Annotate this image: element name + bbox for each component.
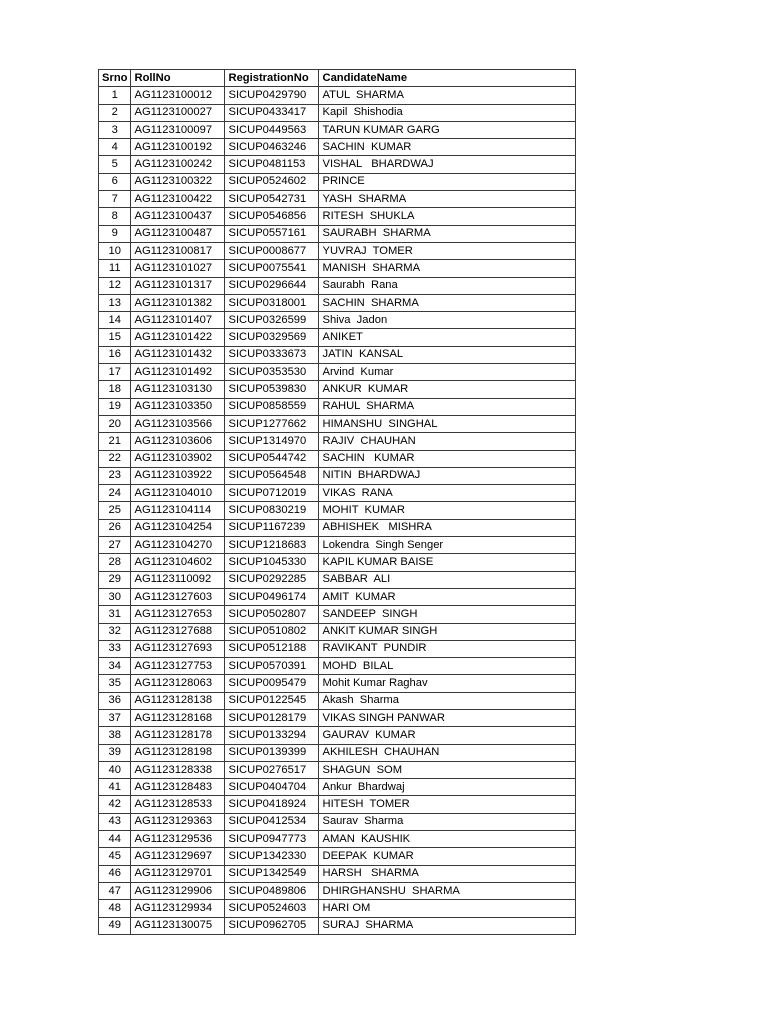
registrationno-cell: SICUP0296644 [225, 277, 319, 294]
table-row [99, 900, 576, 917]
srno-cell: 18 [99, 381, 131, 398]
candidatename-cell: TARUN KUMAR GARG [319, 121, 576, 138]
rollno-cell: AG1123101382 [131, 294, 225, 311]
candidatename-cell: SACHIN KUMAR [319, 139, 576, 156]
srno-cell: 10 [99, 242, 131, 259]
header-row [99, 70, 576, 87]
table-row [99, 537, 576, 554]
srno-cell: 24 [99, 485, 131, 502]
registrationno-cell: SICUP0139399 [225, 744, 319, 761]
rollno-cell: AG1123129906 [131, 882, 225, 899]
registrationno-cell: SICUP0075541 [225, 260, 319, 277]
registrationno-cell: SICUP0546856 [225, 208, 319, 225]
table-row [99, 692, 576, 709]
rollno-cell: AG1123129536 [131, 831, 225, 848]
srno-cell: 41 [99, 779, 131, 796]
rollno-cell: AG1123100192 [131, 139, 225, 156]
table-row [99, 104, 576, 121]
table-row [99, 831, 576, 848]
srno-cell: 25 [99, 502, 131, 519]
rollno-cell: AG1123129934 [131, 900, 225, 917]
candidatename-cell: Ankur Bhardwaj [319, 779, 576, 796]
rollno-cell: AG1123103566 [131, 415, 225, 432]
srno-cell: 46 [99, 865, 131, 882]
table-row [99, 675, 576, 692]
rollno-cell: AG1123100027 [131, 104, 225, 121]
table-row [99, 467, 576, 484]
candidatename-cell: AKHILESH CHAUHAN [319, 744, 576, 761]
table-row [99, 571, 576, 588]
header-registrationno: RegistrationNo [225, 70, 319, 87]
registrationno-cell: SICUP0418924 [225, 796, 319, 813]
table-row [99, 156, 576, 173]
rollno-cell: AG1123100322 [131, 173, 225, 190]
candidatename-cell: VISHAL BHARDWAJ [319, 156, 576, 173]
candidatename-cell: Shiva Jadon [319, 312, 576, 329]
candidatename-cell: SANDEEP SINGH [319, 606, 576, 623]
table-body [99, 87, 576, 935]
table-row [99, 139, 576, 156]
table-row [99, 502, 576, 519]
srno-cell: 5 [99, 156, 131, 173]
registrationno-cell: SICUP0412534 [225, 813, 319, 830]
table-row [99, 225, 576, 242]
rollno-cell: AG1123103350 [131, 398, 225, 415]
registrationno-cell: SICUP0539830 [225, 381, 319, 398]
candidatename-cell: YUVRAJ TOMER [319, 242, 576, 259]
rollno-cell: AG1123100437 [131, 208, 225, 225]
rollno-cell: AG1123127603 [131, 588, 225, 605]
rollno-cell: AG1123129363 [131, 813, 225, 830]
srno-cell: 1 [99, 87, 131, 104]
table-row [99, 364, 576, 381]
srno-cell: 16 [99, 346, 131, 363]
srno-cell: 4 [99, 139, 131, 156]
registrationno-cell: SICUP0326599 [225, 312, 319, 329]
candidatename-cell: RAJIV CHAUHAN [319, 433, 576, 450]
rollno-cell: AG1123103922 [131, 467, 225, 484]
table-row [99, 640, 576, 657]
rollno-cell: AG1123100422 [131, 191, 225, 208]
registrationno-cell: SICUP0122545 [225, 692, 319, 709]
registrationno-cell: SICUP0557161 [225, 225, 319, 242]
candidatename-cell: Arvind Kumar [319, 364, 576, 381]
srno-cell: 29 [99, 571, 131, 588]
table-row [99, 277, 576, 294]
registrationno-cell: SICUP0542731 [225, 191, 319, 208]
srno-cell: 47 [99, 882, 131, 899]
table-row [99, 865, 576, 882]
rollno-cell: AG1123128533 [131, 796, 225, 813]
table-row [99, 312, 576, 329]
table-row [99, 709, 576, 726]
candidatename-cell: ABHISHEK MISHRA [319, 519, 576, 536]
registrationno-cell: SICUP1314970 [225, 433, 319, 450]
registrationno-cell: SICUP0318001 [225, 294, 319, 311]
srno-cell: 36 [99, 692, 131, 709]
table-row [99, 398, 576, 415]
srno-cell: 26 [99, 519, 131, 536]
registrationno-cell: SICUP0544742 [225, 450, 319, 467]
candidatename-cell: SACHIN KUMAR [319, 450, 576, 467]
candidatename-cell: SACHIN SHARMA [319, 294, 576, 311]
srno-cell: 34 [99, 658, 131, 675]
table-row [99, 381, 576, 398]
header-rollno: RollNo [131, 70, 225, 87]
srno-cell: 30 [99, 588, 131, 605]
candidatename-cell: HARSH SHARMA [319, 865, 576, 882]
table-row [99, 450, 576, 467]
registrationno-cell: SICUP0433417 [225, 104, 319, 121]
table-row [99, 121, 576, 138]
registrationno-cell: SICUP0858559 [225, 398, 319, 415]
registrationno-cell: SICUP0962705 [225, 917, 319, 934]
registrationno-cell: SICUP0133294 [225, 727, 319, 744]
srno-cell: 43 [99, 813, 131, 830]
table-row [99, 917, 576, 934]
registrationno-cell: SICUP0449563 [225, 121, 319, 138]
registrationno-cell: SICUP1277662 [225, 415, 319, 432]
table-row [99, 554, 576, 571]
srno-cell: 44 [99, 831, 131, 848]
registrationno-cell: SICUP0712019 [225, 485, 319, 502]
candidatename-cell: SABBAR ALI [319, 571, 576, 588]
rollno-cell: AG1123101317 [131, 277, 225, 294]
registrationno-cell: SICUP0128179 [225, 709, 319, 726]
candidatename-cell: MOHD BILAL [319, 658, 576, 675]
registrationno-cell: SICUP1167239 [225, 519, 319, 536]
srno-cell: 28 [99, 554, 131, 571]
rollno-cell: AG1123100487 [131, 225, 225, 242]
candidatename-cell: Kapil Shishodia [319, 104, 576, 121]
table-row [99, 242, 576, 259]
srno-cell: 35 [99, 675, 131, 692]
candidatename-cell: GAURAV KUMAR [319, 727, 576, 744]
registrationno-cell: SICUP0333673 [225, 346, 319, 363]
table-row [99, 658, 576, 675]
srno-cell: 40 [99, 761, 131, 778]
rollno-cell: AG1123104602 [131, 554, 225, 571]
srno-cell: 6 [99, 173, 131, 190]
table-row [99, 813, 576, 830]
rollno-cell: AG1123128063 [131, 675, 225, 692]
candidatename-cell: HIMANSHU SINGHAL [319, 415, 576, 432]
table-row [99, 260, 576, 277]
rollno-cell: AG1123100817 [131, 242, 225, 259]
table-row [99, 173, 576, 190]
table-row [99, 208, 576, 225]
rollno-cell: AG1123101422 [131, 329, 225, 346]
candidatename-cell: NITIN BHARDWAJ [319, 467, 576, 484]
registrationno-cell: SICUP0429790 [225, 87, 319, 104]
candidatename-cell: HITESH TOMER [319, 796, 576, 813]
rollno-cell: AG1123101492 [131, 364, 225, 381]
table-row [99, 415, 576, 432]
srno-cell: 48 [99, 900, 131, 917]
candidatename-cell: PRINCE [319, 173, 576, 190]
registrationno-cell: SICUP0292285 [225, 571, 319, 588]
table-row [99, 485, 576, 502]
srno-cell: 8 [99, 208, 131, 225]
rollno-cell: AG1123103130 [131, 381, 225, 398]
registrationno-cell: SICUP0329569 [225, 329, 319, 346]
candidatename-cell: Saurav Sharma [319, 813, 576, 830]
rollno-cell: AG1123101027 [131, 260, 225, 277]
candidatename-cell: VIKAS RANA [319, 485, 576, 502]
rollno-cell: AG1123129697 [131, 848, 225, 865]
srno-cell: 2 [99, 104, 131, 121]
rollno-cell: AG1123103606 [131, 433, 225, 450]
registrationno-cell: SICUP0463246 [225, 139, 319, 156]
srno-cell: 15 [99, 329, 131, 346]
registrationno-cell: SICUP0496174 [225, 588, 319, 605]
table-row [99, 848, 576, 865]
candidatename-cell: RITESH SHUKLA [319, 208, 576, 225]
rollno-cell: AG1123128483 [131, 779, 225, 796]
rollno-cell: AG1123128338 [131, 761, 225, 778]
candidatename-cell: MANISH SHARMA [319, 260, 576, 277]
srno-cell: 20 [99, 415, 131, 432]
rollno-cell: AG1123100012 [131, 87, 225, 104]
rollno-cell: AG1123103902 [131, 450, 225, 467]
table-row [99, 191, 576, 208]
table-row [99, 519, 576, 536]
srno-cell: 3 [99, 121, 131, 138]
candidatename-cell: DEEPAK KUMAR [319, 848, 576, 865]
srno-cell: 37 [99, 709, 131, 726]
candidatename-cell: JATIN KANSAL [319, 346, 576, 363]
candidatename-cell: Saurabh Rana [319, 277, 576, 294]
registrationno-cell: SICUP1045330 [225, 554, 319, 571]
srno-cell: 32 [99, 623, 131, 640]
srno-cell: 49 [99, 917, 131, 934]
candidatename-cell: Lokendra Singh Senger [319, 537, 576, 554]
table-row [99, 346, 576, 363]
srno-cell: 11 [99, 260, 131, 277]
registrationno-cell: SICUP0353530 [225, 364, 319, 381]
candidatename-cell: HARI OM [319, 900, 576, 917]
registrationno-cell: SICUP0510802 [225, 623, 319, 640]
candidatename-cell: ANKIT KUMAR SINGH [319, 623, 576, 640]
registrationno-cell: SICUP1218683 [225, 537, 319, 554]
registrationno-cell: SICUP0570391 [225, 658, 319, 675]
registrationno-cell: SICUP0830219 [225, 502, 319, 519]
candidate-table [98, 69, 576, 935]
candidatename-cell: MOHIT KUMAR [319, 502, 576, 519]
srno-cell: 9 [99, 225, 131, 242]
registrationno-cell: SICUP0481153 [225, 156, 319, 173]
table-row [99, 606, 576, 623]
registrationno-cell: SICUP1342549 [225, 865, 319, 882]
srno-cell: 42 [99, 796, 131, 813]
table-row [99, 294, 576, 311]
table-header [99, 70, 576, 87]
registrationno-cell: SICUP0502807 [225, 606, 319, 623]
rollno-cell: AG1123128198 [131, 744, 225, 761]
registrationno-cell: SICUP0404704 [225, 779, 319, 796]
table-row [99, 87, 576, 104]
table-row [99, 588, 576, 605]
candidatename-cell: DHIRGHANSHU SHARMA [319, 882, 576, 899]
table-row [99, 623, 576, 640]
srno-cell: 14 [99, 312, 131, 329]
srno-cell: 22 [99, 450, 131, 467]
rollno-cell: AG1123129701 [131, 865, 225, 882]
table-row [99, 882, 576, 899]
rollno-cell: AG1123127693 [131, 640, 225, 657]
registrationno-cell: SICUP0512188 [225, 640, 319, 657]
rollno-cell: AG1123128168 [131, 709, 225, 726]
candidatename-cell: ANIKET [319, 329, 576, 346]
candidatename-cell: Mohit Kumar Raghav [319, 675, 576, 692]
srno-cell: 31 [99, 606, 131, 623]
header-srno: Srno [99, 70, 131, 87]
srno-cell: 21 [99, 433, 131, 450]
rollno-cell: AG1123130075 [131, 917, 225, 934]
candidatename-cell: ANKUR KUMAR [319, 381, 576, 398]
srno-cell: 19 [99, 398, 131, 415]
srno-cell: 27 [99, 537, 131, 554]
registrationno-cell: SICUP0276517 [225, 761, 319, 778]
candidatename-cell: AMAN KAUSHIK [319, 831, 576, 848]
table-row [99, 433, 576, 450]
rollno-cell: AG1123128138 [131, 692, 225, 709]
candidatename-cell: AMIT KUMAR [319, 588, 576, 605]
rollno-cell: AG1123101407 [131, 312, 225, 329]
candidatename-cell: VIKAS SINGH PANWAR [319, 709, 576, 726]
rollno-cell: AG1123127753 [131, 658, 225, 675]
srno-cell: 33 [99, 640, 131, 657]
registrationno-cell: SICUP0947773 [225, 831, 319, 848]
rollno-cell: AG1123101432 [131, 346, 225, 363]
srno-cell: 7 [99, 191, 131, 208]
rollno-cell: AG1123100242 [131, 156, 225, 173]
registrationno-cell: SICUP0524602 [225, 173, 319, 190]
srno-cell: 12 [99, 277, 131, 294]
candidatename-cell: RAVIKANT PUNDIR [319, 640, 576, 657]
registrationno-cell: SICUP0489806 [225, 882, 319, 899]
rollno-cell: AG1123127688 [131, 623, 225, 640]
registrationno-cell: SICUP0008677 [225, 242, 319, 259]
rollno-cell: AG1123104270 [131, 537, 225, 554]
rollno-cell: AG1123110092 [131, 571, 225, 588]
candidatename-cell: KAPIL KUMAR BAISE [319, 554, 576, 571]
rollno-cell: AG1123100097 [131, 121, 225, 138]
rollno-cell: AG1123127653 [131, 606, 225, 623]
srno-cell: 45 [99, 848, 131, 865]
table-row [99, 796, 576, 813]
table-row [99, 761, 576, 778]
srno-cell: 13 [99, 294, 131, 311]
rollno-cell: AG1123104010 [131, 485, 225, 502]
candidatename-cell: RAHUL SHARMA [319, 398, 576, 415]
registrationno-cell: SICUP0564548 [225, 467, 319, 484]
candidatename-cell: SHAGUN SOM [319, 761, 576, 778]
candidatename-cell: ATUL SHARMA [319, 87, 576, 104]
header-candidatename: CandidateName [319, 70, 576, 87]
table-row [99, 779, 576, 796]
table-row [99, 744, 576, 761]
srno-cell: 38 [99, 727, 131, 744]
rollno-cell: AG1123128178 [131, 727, 225, 744]
registrationno-cell: SICUP0524603 [225, 900, 319, 917]
rollno-cell: AG1123104254 [131, 519, 225, 536]
table-row [99, 329, 576, 346]
candidatename-cell: SAURABH SHARMA [319, 225, 576, 242]
srno-cell: 39 [99, 744, 131, 761]
registrationno-cell: SICUP1342330 [225, 848, 319, 865]
registrationno-cell: SICUP0095479 [225, 675, 319, 692]
candidatename-cell: Akash Sharma [319, 692, 576, 709]
srno-cell: 23 [99, 467, 131, 484]
rollno-cell: AG1123104114 [131, 502, 225, 519]
candidatename-cell: YASH SHARMA [319, 191, 576, 208]
candidatename-cell: SURAJ SHARMA [319, 917, 576, 934]
table-row [99, 727, 576, 744]
srno-cell: 17 [99, 364, 131, 381]
